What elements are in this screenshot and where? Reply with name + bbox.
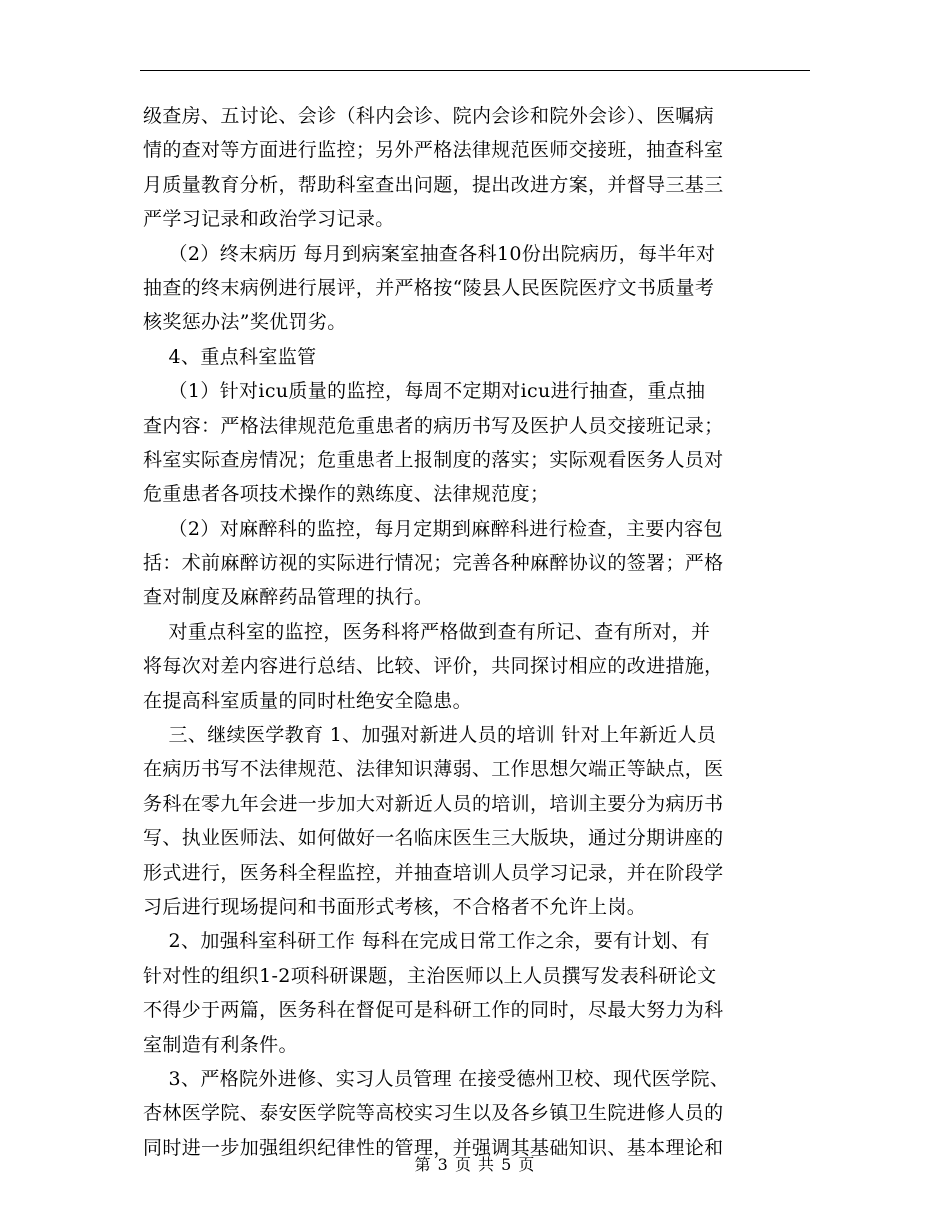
text-line: 危重患者各项技术操作的熟练度、法律规范度； [143,483,550,506]
text-line: （2）终末病历 每月到病案室抽查各科10份出院病历，每半年对 [143,242,716,265]
text-line: 形式进行，医务科全程监控，并抽查培训人员学习记录，并在阶段学 [143,861,724,884]
text-line: 务科在零九年会进一步加大对新近人员的培训，培训主要分为病历书 [143,792,724,815]
text-line: 在提高科室质量的同时杜绝安全隐患。 [143,689,472,712]
text-line: 4、重点科室监管 [143,345,317,368]
text-line: 2、加强科室科研工作 每科在完成日常工作之余，要有计划、有 [143,930,710,953]
text-line: 科室实际查房情况；危重患者上报制度的落实；实际观看医务人员对 [143,448,724,471]
text-line: 严学习记录和政治学习记录。 [143,208,395,231]
text-line: 三、继续医学教育 1、加强对新进人员的培训 针对上年新近人员 [143,724,717,747]
text-line: （2）对麻醉科的监控，每月定期到麻醉科进行检查，主要内容包 [143,517,723,540]
text-line: 针对性的组织1-2项科研课题，主治医师以上人员撰写发表科研论文 [143,964,717,987]
text-line: 核奖惩办法”奖优罚劣。 [143,311,347,334]
text-line: 对重点科室的监控，医务科将严格做到查有所记、查有所对，并 [143,620,711,643]
text-line: 写、执业医师法、如何做好一名临床医生三大版块，通过分期讲座的 [143,827,724,850]
text-line: 查对制度及麻醉药品管理的执行。 [143,586,434,609]
text-line: 月质量教育分析，帮助科室查出问题，提出改进方案，并督导三基三 [143,173,724,196]
header-rule [140,70,810,71]
text-line: 同时进一步加强组织纪律性的管理，并强调其基础知识、基本理论和 [143,1136,724,1159]
text-line: 在病历书写不法律规范、法律知识薄弱、工作思想欠端正等缺点，医 [143,758,724,781]
text-line: 将每次对差内容进行总结、比较、评价，共同探讨相应的改进措施， [143,655,724,678]
text-line: 习后进行现场提问和书面形式考核，不合格者不允许上岗。 [143,895,647,918]
text-line: 杏林医学院、泰安医学院等高校实习生以及各乡镇卫生院进修人员的 [143,1102,724,1125]
text-line: 括：术前麻醉访视的实际进行情况；完善各种麻醉协议的签署；严格 [143,552,724,575]
text-line: （1）针对icu质量的监控，每周不定期对icu进行抽查，重点抽 [143,380,706,403]
text-line: 级查房、五讨论、会诊（科内会诊、院内会诊和院外会诊）、医嘱病 [143,105,715,127]
text-line: 3、严格院外进修、实习人员管理 在接受德州卫校、现代医学院、 [143,1067,730,1090]
text-line: 室制造有利条件。 [143,1033,298,1056]
text-line: 抽查的终末病例进行展评，并严格按“陵县人民医院医疗文书质量考 [143,276,715,299]
text-line: 查内容：严格法律规范危重患者的病历书写及医护人员交接班记录； [143,414,724,437]
text-line: 情的查对等方面进行监控；另外严格法律规范医师交接班，抽查科室 [143,139,724,162]
text-line: 不得少于两篇，医务科在督促可是科研工作的同时，尽最大努力为科 [143,999,724,1022]
page-number-footer: 第 3 页 共 5 页 [414,1155,536,1174]
body-text [143,99,813,1165]
